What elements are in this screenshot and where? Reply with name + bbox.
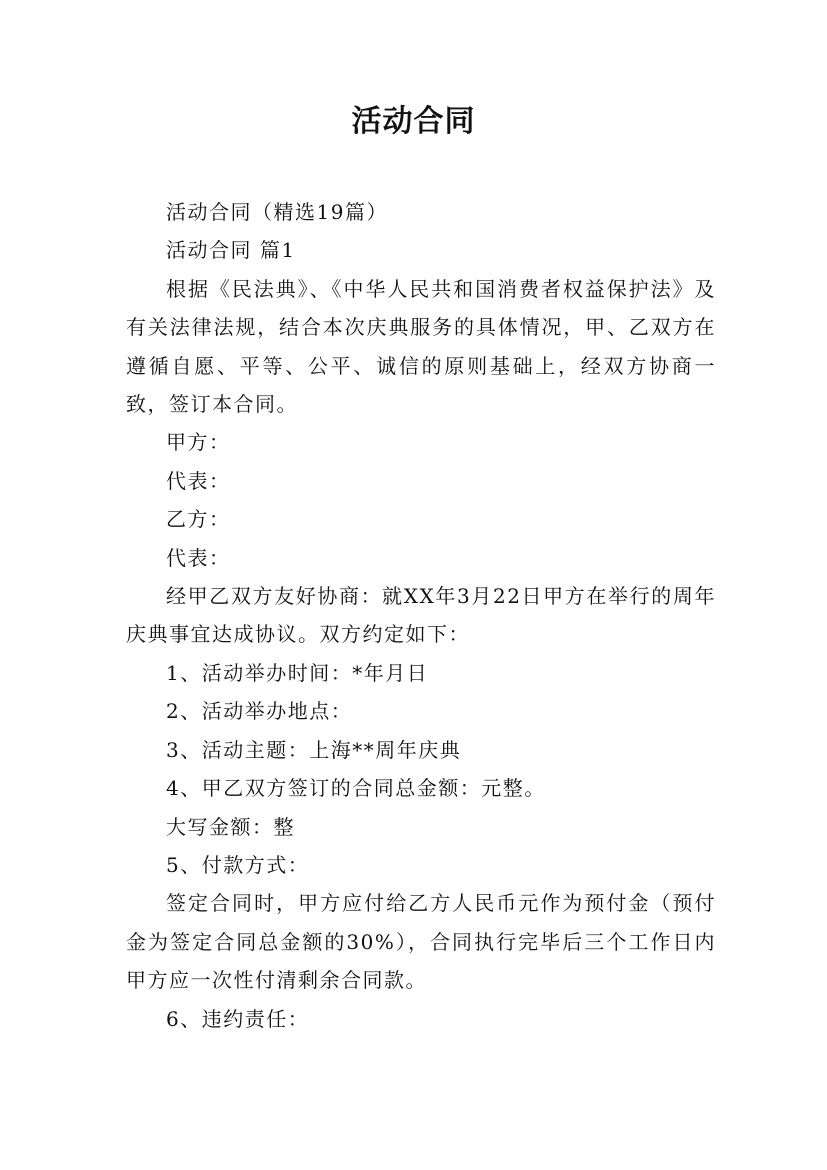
paragraph-party-a: 甲方：	[166, 430, 231, 455]
paragraph-section-heading: 活动合同 篇1	[166, 238, 296, 263]
paragraph-clause-4: 4、甲乙双方签订的合同总金额：元整。	[166, 776, 546, 801]
paragraph-clause-6: 6、违约责任：	[166, 1006, 310, 1031]
paragraph-agreement: 经甲乙双方友好协商：就XX年3月22日甲方在举行的周年庆典事宜达成协议。双方约定如下：	[126, 584, 716, 647]
paragraph-clause-3: 3、活动主题：上海**周年庆典	[166, 737, 462, 762]
paragraph-clause-2: 2、活动举办地点：	[166, 699, 353, 724]
paragraph-payment-terms: 签定合同时，甲方应付给乙方人民币元作为预付金（预付金为签定合同总金额的30%），合同执行完毕后三个工作日内甲方应一次性付清剩余合同款。	[126, 891, 716, 993]
paragraph-clause-1: 1、活动举办时间：*年月日	[166, 660, 429, 685]
paragraph-party-b-representative: 代表：	[166, 545, 231, 570]
document-body	[126, 193, 716, 1038]
paragraph-clause-5: 5、付款方式：	[166, 852, 310, 877]
paragraph-party-a-representative: 代表：	[166, 468, 231, 493]
document-title: 活动合同	[351, 104, 476, 139]
paragraph-amount-in-words: 大写金额：整	[166, 814, 295, 839]
paragraph-party-b: 乙方：	[166, 507, 231, 532]
paragraph-subtitle: 活动合同（精选19篇）	[166, 200, 388, 224]
paragraph-preamble: 根据《民法典》、《中华人民共和国消费者权益保护法》及有关法律法规，结合本次庆典服务的具体情况，甲、乙双方在遵循自愿、平等、公平、诚信的原则基础上，经双方协商一致，签订本合同。	[126, 276, 716, 417]
